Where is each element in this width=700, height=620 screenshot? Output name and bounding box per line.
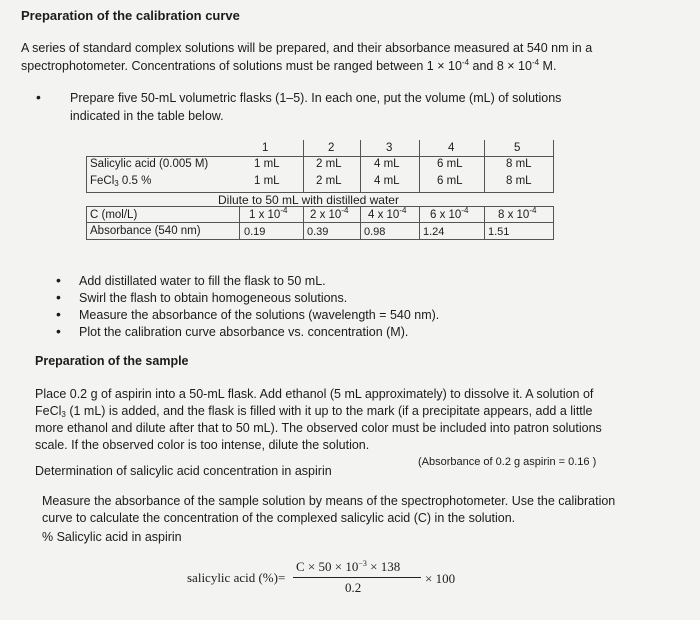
bullet1-line-2: indicated in the table below. bbox=[70, 109, 224, 123]
table-rule bbox=[303, 206, 304, 239]
determination-title: Determination of salicylic acid concentration in aspirin bbox=[35, 464, 332, 478]
table-cell: 1 mL bbox=[254, 175, 280, 187]
flask-number: 3 bbox=[386, 142, 393, 154]
table-rule bbox=[86, 156, 87, 192]
table-rule bbox=[303, 140, 304, 192]
measure-line-1: Measure the absorbance of the sample solution by means of the spectrophotometer. Use the calibration bbox=[42, 494, 616, 508]
section-title-calibration: Preparation of the calibration curve bbox=[21, 8, 240, 23]
table-rule bbox=[553, 206, 554, 239]
table-cell: 6 x $10^{-4}$ bbox=[430, 206, 469, 221]
table-cell: 1 mL bbox=[254, 158, 280, 170]
intro-line-2: spectrophotometer. Concentrations of solutions must be ranged between $1 \times 10^{-4}$ and $8 \times 10^{-4}$ M. bbox=[21, 58, 557, 73]
bullet-dot: • bbox=[56, 323, 61, 339]
formula-lhs: salicylic acid (%)= bbox=[187, 570, 286, 585]
table-rule bbox=[360, 140, 361, 192]
table-cell: 2 mL bbox=[316, 158, 342, 170]
bullet-dot: • bbox=[56, 306, 61, 322]
table-cell: 0.39 bbox=[307, 226, 329, 238]
flask-number: 2 bbox=[328, 142, 335, 154]
sample-line-2: FeCl$_3$ (1 mL) is added, and the flask is filled with it up to the mark (if a precipitate appears, add a little bbox=[35, 404, 593, 419]
bullet-dot: • bbox=[36, 89, 41, 105]
fraction-bar bbox=[293, 577, 421, 578]
sample-line-1: Place 0.2 g of aspirin into a 50-mL flask. Add ethanol (5 mL approximately) to dissolve it. A solution of bbox=[35, 387, 594, 401]
table-cell: 0.19 bbox=[244, 226, 266, 238]
formula-denominator: 0.2 bbox=[345, 580, 362, 595]
table-cell: 8 mL bbox=[506, 158, 532, 170]
table-cell: 1.24 bbox=[423, 226, 445, 238]
table-cell: 0.98 bbox=[364, 226, 386, 238]
table-rule bbox=[239, 206, 240, 239]
absorbance-note: (Absorbance of 0.2 g aspirin = 0.16 ) bbox=[418, 456, 597, 468]
step-item: Plot the calibration curve absorbance vs. concentration (M). bbox=[79, 325, 409, 339]
measure-line-2: curve to calculate the concentration of the complexed salicylic acid (C) in the solution. bbox=[42, 511, 516, 525]
table-rule bbox=[484, 206, 485, 239]
table-rule bbox=[419, 140, 420, 192]
table-rule bbox=[484, 140, 485, 192]
table-cell: 4 mL bbox=[374, 158, 400, 170]
table-cell: 6 mL bbox=[437, 158, 463, 170]
table-cell: 8 mL bbox=[506, 175, 532, 187]
step-item: Swirl the flash to obtain homogeneous solutions. bbox=[79, 291, 348, 305]
table-rule bbox=[360, 206, 361, 239]
flask-number: 1 bbox=[262, 142, 269, 154]
table-rule bbox=[553, 140, 554, 192]
flask-number: 4 bbox=[448, 142, 455, 154]
intro-line-1: A series of standard complex solutions will be prepared, and their absorbance measured at 540 nm in a bbox=[21, 41, 593, 55]
dilute-note: Dilute to 50 mL with distilled water bbox=[218, 193, 399, 207]
percent-label: % Salicylic acid in aspirin bbox=[42, 530, 182, 544]
calibration-table bbox=[86, 140, 554, 248]
table-cell: 8 x $10^{-4}$ bbox=[498, 206, 537, 221]
formula-numerator: $C \times 50 \times 10^{-3} \times 138$ bbox=[296, 559, 401, 574]
step-item: Add distillated water to fill the flask to 50 mL. bbox=[79, 274, 326, 288]
row-label-concentration: C (mol/L) bbox=[90, 209, 138, 221]
table-rule bbox=[86, 239, 554, 240]
row-label-salicylic: Salicylic acid (0.005 M) bbox=[90, 158, 209, 170]
bullet-dot: • bbox=[56, 289, 61, 305]
bullet1-line-1: Prepare five 50-mL volumetric flasks (1–5). In each one, put the volume (mL) of solutions bbox=[70, 91, 562, 105]
table-cell: 4 mL bbox=[374, 175, 400, 187]
row-label-absorbance: Absorbance (540 nm) bbox=[90, 225, 201, 237]
row-label-fecl3: FeCl$_3$ 0.5 % bbox=[90, 175, 152, 188]
sample-line-4: scale. If the observed color is too intense, dilute the solution. bbox=[35, 438, 370, 452]
formula-multiplier: × 100 bbox=[425, 571, 456, 586]
table-cell: 2 mL bbox=[316, 175, 342, 187]
flask-number: 5 bbox=[514, 142, 521, 154]
sample-line-3: more ethanol and dilute after that to 50 mL). The observed color must be included into patron solutions bbox=[35, 421, 602, 435]
table-cell: 6 mL bbox=[437, 175, 463, 187]
step-item: Measure the absorbance of the solutions (wavelength = 540 nm). bbox=[79, 308, 440, 322]
table-rule bbox=[86, 206, 87, 239]
table-rule bbox=[419, 206, 420, 239]
table-cell: 1.51 bbox=[488, 226, 510, 238]
table-cell: 4 x $10^{-4}$ bbox=[368, 206, 407, 221]
table-cell: 1 x $10^{-4}$ bbox=[249, 206, 288, 221]
table-cell: 2 x $10^{-4}$ bbox=[310, 206, 349, 221]
section-title-sample: Preparation of the sample bbox=[35, 354, 189, 368]
bullet-dot: • bbox=[56, 272, 61, 288]
